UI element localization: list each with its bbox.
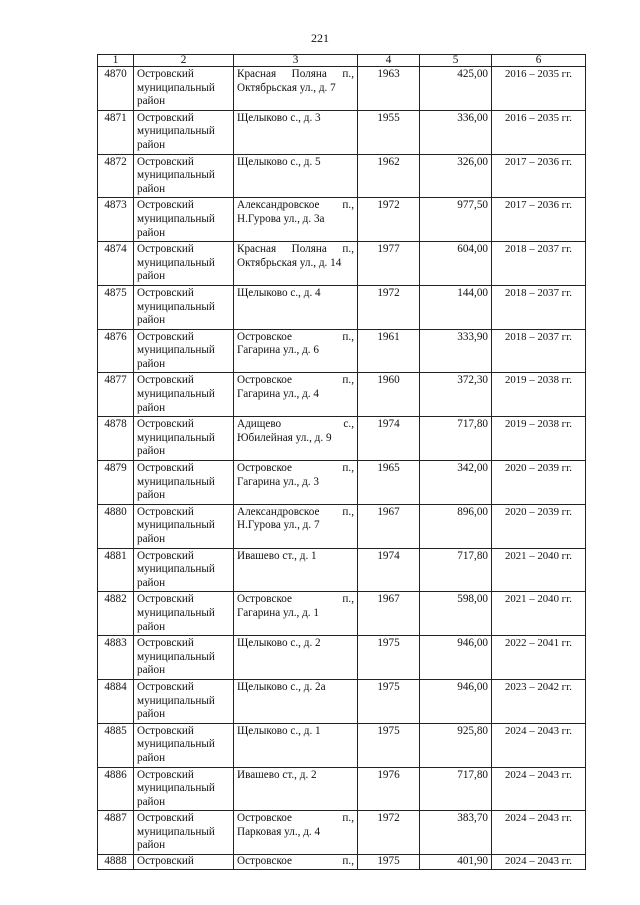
period-cell: 2019 – 2038 гг. [492, 417, 586, 461]
address-cell [234, 110, 358, 154]
district-line: Островский [137, 374, 194, 387]
area-cell: 946,00 [420, 636, 492, 680]
area-cell: 977,50 [420, 198, 492, 242]
year-cell: 1975 [358, 679, 420, 723]
row-number: 4871 [98, 110, 134, 154]
district-line: муниципальный [137, 344, 215, 357]
row-number: 4879 [98, 461, 134, 505]
year-cell: 1962 [358, 154, 420, 198]
district-line: Островский [137, 812, 194, 825]
period-cell: 2021 – 2040 гг. [492, 548, 586, 592]
period-cell: 2024 – 2043 гг. [492, 855, 586, 870]
district-line: район [137, 708, 166, 721]
district-cell [134, 723, 234, 767]
address-line: Островское п., [237, 812, 354, 825]
area-cell: 598,00 [420, 592, 492, 636]
year-cell: 1974 [358, 417, 420, 461]
address-line: Октябрьская ул., д. 7 [237, 81, 336, 94]
address-line: Александровское п., [237, 199, 354, 212]
address-cell [234, 548, 358, 592]
district-line: муниципальный [137, 519, 215, 532]
district-line: муниципальный [137, 650, 215, 663]
table-row [98, 110, 586, 154]
row-number: 4880 [98, 504, 134, 548]
area-cell: 401,90 [420, 855, 492, 870]
table-body [98, 67, 586, 870]
table-row [98, 198, 586, 242]
district-cell [134, 285, 234, 329]
address-cell [234, 285, 358, 329]
year-cell: 1975 [358, 636, 420, 680]
district-line: район [137, 226, 166, 239]
district-line: муниципальный [137, 606, 215, 619]
district-line: Островский [137, 286, 194, 299]
district-line: Островский [137, 155, 194, 168]
year-cell: 1976 [358, 767, 420, 811]
address-line: Гагарина ул., д. 6 [237, 344, 319, 357]
table-row [98, 417, 586, 461]
address-line: Щелыково с., д. 2а [237, 680, 326, 693]
district-line: Островский [137, 111, 194, 124]
district-cell [134, 373, 234, 417]
year-cell: 1967 [358, 504, 420, 548]
address-cell [234, 67, 358, 111]
district-line: район [137, 664, 166, 677]
year-cell: 1972 [358, 198, 420, 242]
district-cell [134, 154, 234, 198]
address-line: Адищево с., [237, 418, 354, 431]
district-cell [134, 548, 234, 592]
area-cell: 604,00 [420, 242, 492, 286]
district-line: Островский [137, 549, 194, 562]
district-line: муниципальный [137, 300, 215, 313]
table-row [98, 242, 586, 286]
table-row [98, 723, 586, 767]
header-cell: 4 [358, 55, 420, 67]
table-row [98, 285, 586, 329]
district-line: район [137, 357, 166, 370]
district-line: район [137, 839, 166, 852]
period-cell: 2018 – 2037 гг. [492, 242, 586, 286]
header-row [98, 55, 586, 67]
district-cell [134, 417, 234, 461]
district-line: муниципальный [137, 81, 215, 94]
table-row [98, 154, 586, 198]
district-line: муниципальный [137, 782, 215, 795]
table-row [98, 855, 586, 870]
district-cell [134, 329, 234, 373]
district-line: муниципальный [137, 738, 215, 751]
period-cell: 2023 – 2042 гг. [492, 679, 586, 723]
header-cell: 5 [420, 55, 492, 67]
district-line: район [137, 620, 166, 633]
district-cell [134, 461, 234, 505]
district-line: Островский [137, 418, 194, 431]
header-cell: 3 [234, 55, 358, 67]
registry-table [97, 54, 586, 870]
period-cell: 2016 – 2035 гг. [492, 110, 586, 154]
address-line: Ивашево ст., д. 2 [237, 768, 317, 781]
address-line: Островское п., [237, 462, 354, 475]
district-cell [134, 504, 234, 548]
table-row [98, 461, 586, 505]
table-row [98, 636, 586, 680]
period-cell: 2017 – 2036 гг. [492, 154, 586, 198]
district-line: район [137, 95, 166, 108]
page-number: 221 [311, 31, 329, 45]
district-line: район [137, 270, 166, 283]
table-row [98, 679, 586, 723]
district-line: Островский [137, 593, 194, 606]
address-cell [234, 461, 358, 505]
area-cell: 717,80 [420, 417, 492, 461]
area-cell: 372,30 [420, 373, 492, 417]
year-cell: 1955 [358, 110, 420, 154]
row-number: 4885 [98, 723, 134, 767]
year-cell: 1975 [358, 855, 420, 870]
area-cell: 896,00 [420, 504, 492, 548]
district-line: район [137, 445, 166, 458]
address-line: Щелыково с., д. 4 [237, 286, 321, 299]
address-line: Гагарина ул., д. 4 [237, 388, 319, 401]
address-line: Островское п., [237, 855, 354, 868]
address-line: Гагарина ул., д. 3 [237, 475, 319, 488]
address-cell [234, 855, 358, 870]
area-cell: 336,00 [420, 110, 492, 154]
address-line: Щелыково с., д. 1 [237, 724, 321, 737]
address-line: Ивашево ст., д. 1 [237, 549, 317, 562]
district-line: муниципальный [137, 388, 215, 401]
area-cell: 425,00 [420, 67, 492, 111]
table-row [98, 811, 586, 855]
address-line: Островское п., [237, 593, 354, 606]
year-cell: 1972 [358, 285, 420, 329]
district-line: Островский [137, 724, 194, 737]
address-cell [234, 504, 358, 548]
period-cell: 2019 – 2038 гг. [492, 373, 586, 417]
address-line: Красная Поляна п., [237, 68, 354, 80]
year-cell: 1960 [358, 373, 420, 417]
address-line: Гагарина ул., д. 1 [237, 606, 319, 619]
row-number: 4883 [98, 636, 134, 680]
address-cell [234, 767, 358, 811]
header-cell: 6 [492, 55, 586, 67]
year-cell: 1975 [358, 723, 420, 767]
address-cell [234, 329, 358, 373]
table-row [98, 67, 586, 111]
period-cell: 2022 – 2041 гг. [492, 636, 586, 680]
row-number: 4873 [98, 198, 134, 242]
row-number: 4870 [98, 67, 134, 111]
year-cell: 1965 [358, 461, 420, 505]
row-number: 4878 [98, 417, 134, 461]
table-row [98, 767, 586, 811]
district-line: Островский [137, 462, 194, 475]
period-cell: 2016 – 2035 гг. [492, 67, 586, 111]
area-cell: 717,80 [420, 767, 492, 811]
area-cell: 383,70 [420, 811, 492, 855]
district-line: муниципальный [137, 256, 215, 269]
address-cell [234, 154, 358, 198]
address-cell [234, 723, 358, 767]
district-line: район [137, 751, 166, 764]
district-line: муниципальный [137, 125, 215, 138]
period-cell: 2024 – 2043 гг. [492, 723, 586, 767]
row-number: 4876 [98, 329, 134, 373]
year-cell: 1963 [358, 67, 420, 111]
district-line: Островский [137, 330, 194, 343]
address-cell [234, 373, 358, 417]
district-cell [134, 636, 234, 680]
address-cell [234, 242, 358, 286]
district-line: район [137, 795, 166, 808]
table-row [98, 592, 586, 636]
table-row [98, 504, 586, 548]
address-line: Островское п., [237, 330, 354, 343]
period-cell: 2018 – 2037 гг. [492, 329, 586, 373]
area-cell: 342,00 [420, 461, 492, 505]
year-cell: 1961 [358, 329, 420, 373]
district-line: район [137, 489, 166, 502]
district-line: район [137, 533, 166, 545]
district-cell [134, 767, 234, 811]
row-number: 4884 [98, 679, 134, 723]
address-cell [234, 679, 358, 723]
address-cell [234, 417, 358, 461]
address-line: Парковая ул., д. 4 [237, 825, 321, 838]
header-cell: 2 [134, 55, 234, 67]
row-number: 4872 [98, 154, 134, 198]
year-cell: 1972 [358, 811, 420, 855]
period-cell: 2024 – 2043 гг. [492, 811, 586, 855]
period-cell: 2024 – 2043 гг. [492, 767, 586, 811]
address-line: Н.Гурова ул., д. 3а [237, 212, 325, 225]
district-line: район [137, 576, 166, 589]
period-cell: 2020 – 2039 гг. [492, 461, 586, 505]
row-number: 4875 [98, 285, 134, 329]
district-line: Островский [137, 505, 194, 518]
row-number: 4886 [98, 767, 134, 811]
year-cell: 1977 [358, 242, 420, 286]
row-number: 4874 [98, 242, 134, 286]
address-cell [234, 198, 358, 242]
year-cell: 1974 [358, 548, 420, 592]
district-line: муниципальный [137, 694, 215, 707]
district-cell [134, 110, 234, 154]
district-cell [134, 198, 234, 242]
row-number: 4888 [98, 855, 134, 870]
period-cell: 2020 – 2039 гг. [492, 504, 586, 548]
district-line: Островский [137, 199, 194, 212]
table-row [98, 329, 586, 373]
area-cell: 717,80 [420, 548, 492, 592]
district-cell [134, 679, 234, 723]
address-cell [234, 592, 358, 636]
address-line: Щелыково с., д. 2 [237, 637, 321, 650]
period-cell: 2018 – 2037 гг. [492, 285, 586, 329]
district-line: муниципальный [137, 212, 215, 225]
address-line: Щелыково с., д. 5 [237, 155, 321, 168]
area-cell: 925,80 [420, 723, 492, 767]
address-line: Щелыково с., д. 3 [237, 111, 321, 124]
header-cell: 1 [98, 55, 134, 67]
address-line: Красная Поляна п., [237, 243, 354, 256]
district-cell [134, 592, 234, 636]
district-line: муниципальный [137, 825, 215, 838]
address-line: Юбилейная ул., д. 9 [237, 431, 332, 444]
row-number: 4882 [98, 592, 134, 636]
area-cell: 326,00 [420, 154, 492, 198]
period-cell: 2021 – 2040 гг. [492, 592, 586, 636]
district-line: Островский [137, 768, 194, 781]
district-line: район [137, 182, 166, 195]
row-number: 4877 [98, 373, 134, 417]
address-line: Н.Гурова ул., д. 7 [237, 519, 320, 532]
area-cell: 946,00 [420, 679, 492, 723]
period-cell: 2017 – 2036 гг. [492, 198, 586, 242]
address-cell [234, 636, 358, 680]
area-cell: 333,90 [420, 329, 492, 373]
row-number: 4887 [98, 811, 134, 855]
table-row [98, 373, 586, 417]
table-row [98, 548, 586, 592]
district-cell [134, 67, 234, 111]
address-line: Островское п., [237, 374, 354, 387]
address-line: Александровское п., [237, 505, 354, 518]
address-cell [234, 811, 358, 855]
district-line: район [137, 401, 166, 414]
district-line: муниципальный [137, 169, 215, 182]
district-line: район [137, 314, 166, 327]
district-line: Островский [137, 68, 194, 80]
year-cell: 1967 [358, 592, 420, 636]
district-line: Островский [137, 680, 194, 693]
district-line: муниципальный [137, 475, 215, 488]
district-line: Островский [137, 855, 194, 868]
area-cell: 144,00 [420, 285, 492, 329]
district-line: муниципальный [137, 431, 215, 444]
row-number: 4881 [98, 548, 134, 592]
district-cell [134, 811, 234, 855]
district-line: Островский [137, 243, 194, 256]
district-line: Островский [137, 637, 194, 650]
district-cell [134, 855, 234, 870]
district-cell [134, 242, 234, 286]
district-line: район [137, 138, 166, 151]
district-line: муниципальный [137, 563, 215, 576]
address-line: Октябрьская ул., д. 14 [237, 256, 342, 269]
